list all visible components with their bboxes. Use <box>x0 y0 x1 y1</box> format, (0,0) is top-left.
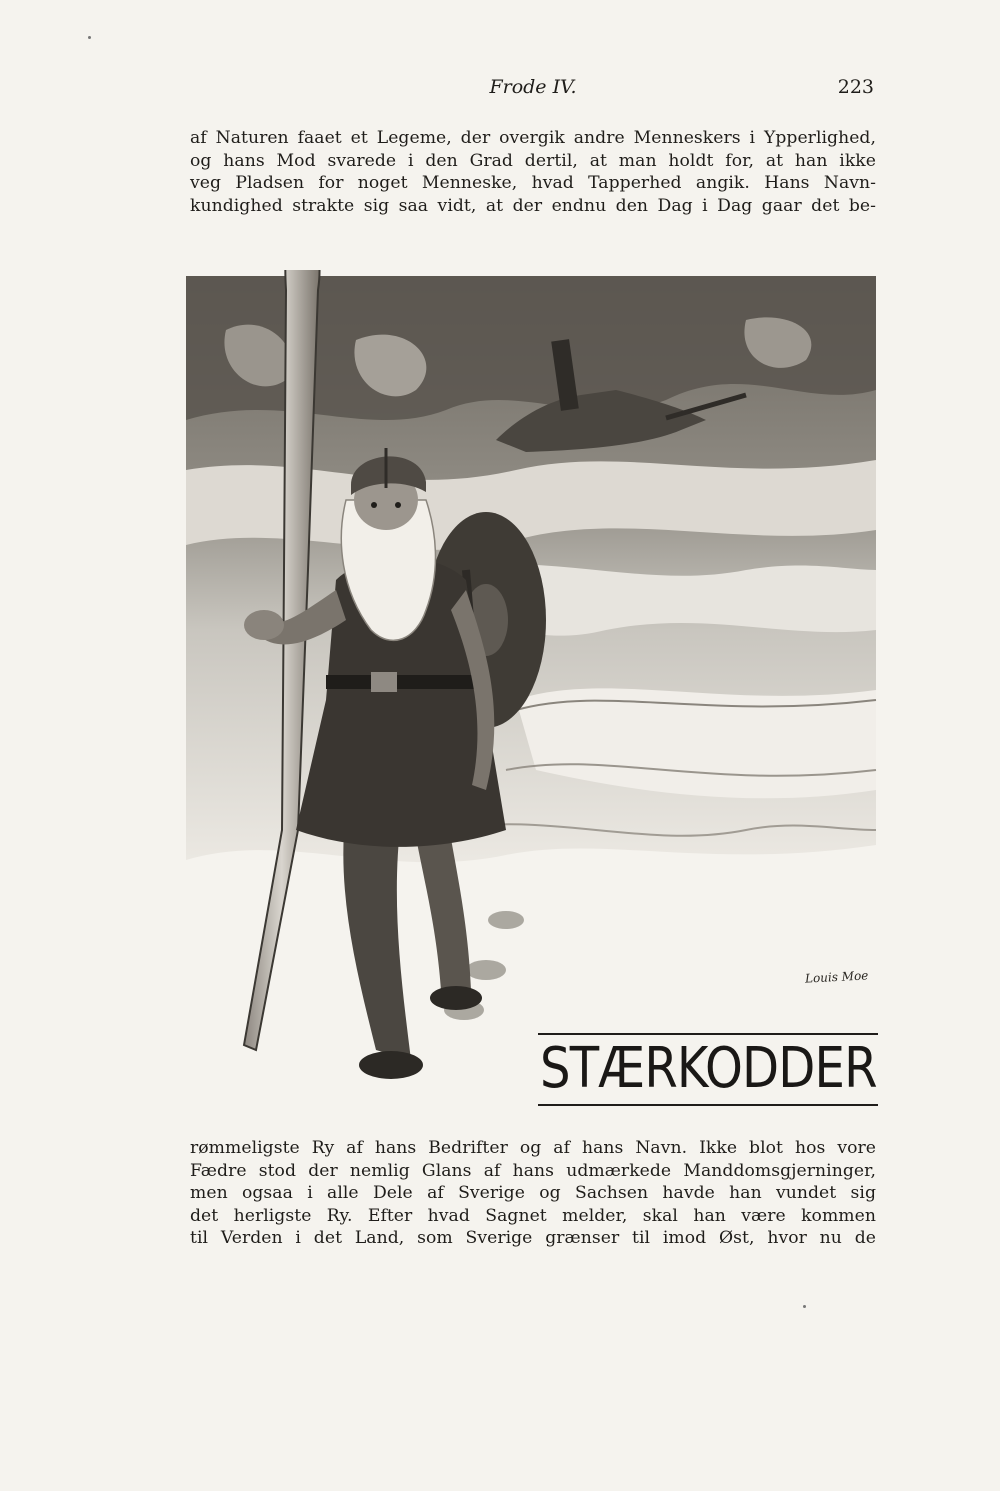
paper-speck <box>803 1305 806 1308</box>
text-line: kundighed strakte sig saa vidt, at der endnu den Dag i Dag gaar det be- <box>190 195 876 216</box>
text-line: og hans Mod svarede i den Grad dertil, at man holdt for, at han ikke <box>190 150 876 171</box>
text-line: det herligste Ry. Efter hvad Sagnet melder, skal han være kommen <box>190 1205 876 1226</box>
running-title: Frode IV. <box>489 76 577 98</box>
title-rule-top <box>538 1033 878 1035</box>
text-line: af Naturen faaet et Legeme, der overgik andre Menneskers i Ypperlighed, <box>190 128 876 148</box>
footprint <box>488 911 524 929</box>
eye <box>395 502 401 508</box>
eye <box>371 502 377 508</box>
viking-illustration <box>186 270 878 1110</box>
text-line: veg Pladsen for noget Menneske, hvad Tapperhed angik. Hans Navn- <box>190 173 876 194</box>
illustration-drawing <box>186 270 878 1110</box>
body-text-top <box>190 127 876 217</box>
running-head <box>190 76 876 100</box>
belt-buckle <box>371 672 397 692</box>
title-rule-bottom <box>538 1104 878 1106</box>
plate-title: STÆRKODDER <box>540 1036 877 1101</box>
text-line: men ogsaa i alle Dele af Sverige og Sachsen havde han vundet sig <box>190 1183 876 1204</box>
body-text-bottom <box>190 1137 876 1250</box>
artist-signature: Louis Moe <box>804 968 869 986</box>
belt <box>326 675 476 689</box>
text-line: rømmeligste Ry af hans Bedrifter og af hans Navn. Ikke blot hos vore <box>190 1138 876 1158</box>
hand-on-oar <box>244 610 284 640</box>
text-line: Fædre stod der nemlig Glans af hans udmærkede Manddomsgjerninger, <box>190 1160 876 1181</box>
text-line: til Verden i det Land, som Sverige grænser til imod Øst, hvor nu de <box>190 1228 876 1249</box>
footprint <box>466 960 506 980</box>
page-number: 223 <box>837 76 874 98</box>
paper-speck <box>88 36 91 39</box>
boot <box>430 986 482 1010</box>
boot <box>359 1051 423 1079</box>
